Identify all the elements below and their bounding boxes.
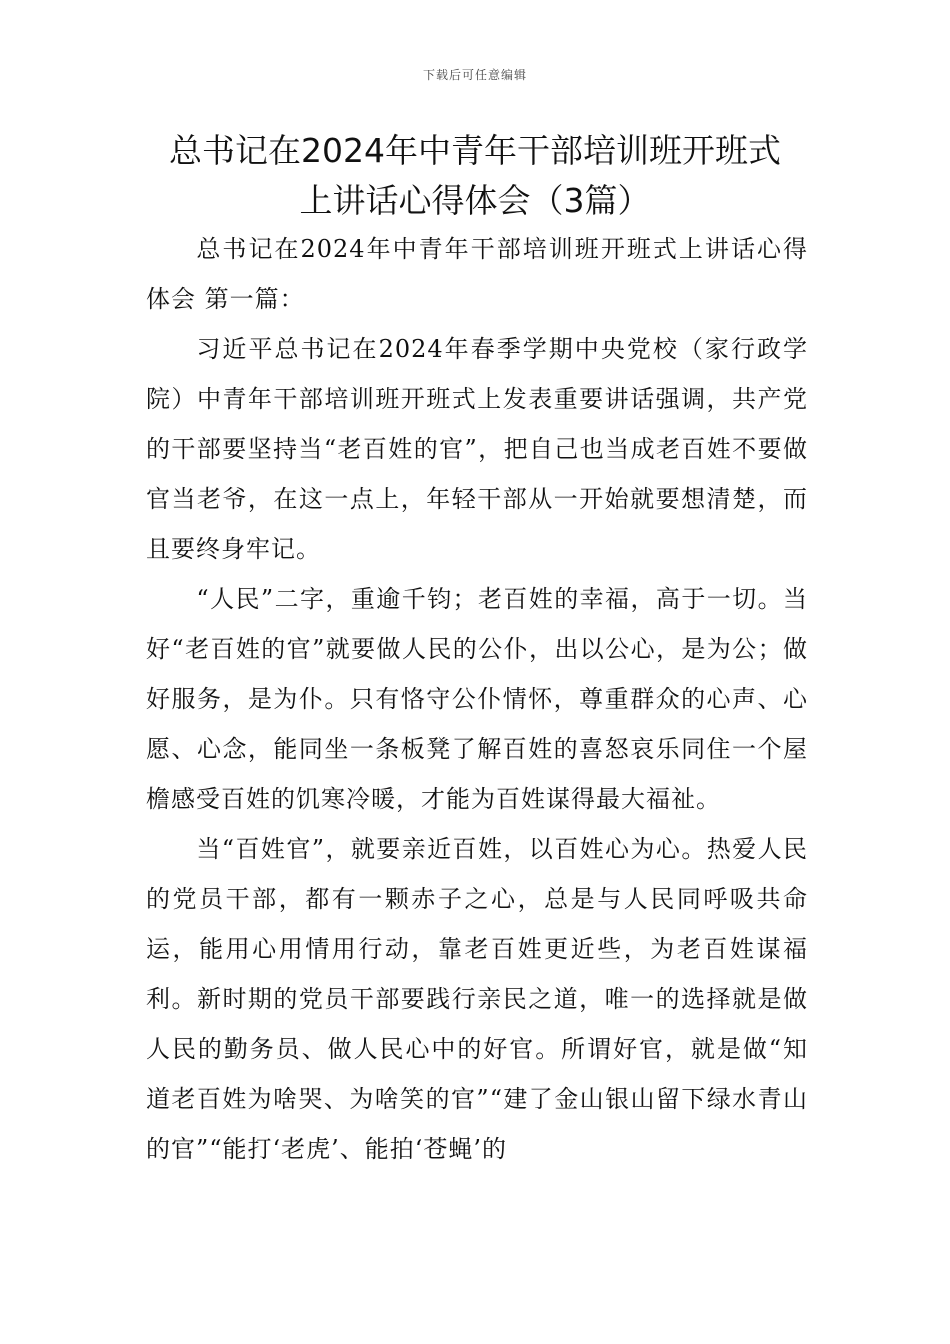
document-title: [100, 126, 850, 226]
document-body: [146, 224, 808, 1174]
paragraph: 习近平总书记在2024年春季学期中央党校（家行政学院）中青年干部培训班开班式上发表重要讲话强调，共产党的干部要坚持当“老百姓的官”，把自己也当成老百姓不要做官当老爷，在这一点上，年轻干部从一开始就要想清楚，而且要终身牢记。: [146, 335, 808, 563]
title-line-2: 上讲话心得体会（3篇）: [299, 181, 651, 220]
header-note: 下载后可任意编辑: [422, 68, 527, 82]
paragraph-section-heading: 总书记在2024年中青年干部培训班开班式上讲话心得体会 第一篇：: [146, 235, 808, 313]
title-line-1: 总书记在2024年中青年干部培训班开班式: [169, 131, 781, 170]
paragraph: 当“百姓官”，就要亲近百姓，以百姓心为心。热爱人民的党员干部，都有一颗赤子之心，总是与人民同呼吸共命运，能用心用情用行动，靠老百姓更近些，为老百姓谋福利。新时期的党员干部要践行亲民之道，唯一的选择就是做人民的勤务员、做人民心中的好官。所谓好官，就是做“知道老百姓为啥哭、为啥笑的官”“建了金山银山留下绿水青山的官”“能打‘老虎’、能拍‘苍蝇’的: [146, 835, 808, 1163]
paragraph: “人民”二字，重逾千钧；老百姓的幸福，高于一切。当好“老百姓的官”就要做人民的公仆，出以公心，是为公；做好服务，是为仆。只有恪守公仆情怀，尊重群众的心声、心愿、心念，能同坐一条板凳了解百姓的喜怒哀乐同住一个屋檐感受百姓的饥寒冷暖，才能为百姓谋得最大福祉。: [146, 585, 808, 813]
